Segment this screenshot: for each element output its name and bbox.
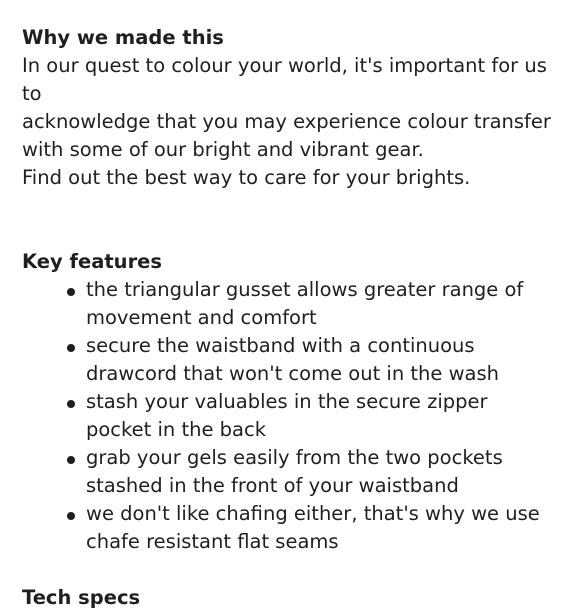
feature-text: the triangular gusset allows greater range of movement and comfort (86, 278, 524, 329)
why-line: acknowledge that you may experience colour transfer (22, 110, 551, 133)
tech-specs-section (22, 584, 558, 612)
key-features-heading: Key features (22, 250, 163, 273)
feature-item (86, 444, 558, 500)
feature-text: stash your valuables in the secure zipper pocket in the back (86, 390, 488, 441)
feature-text: grab your gels easily from the two pockets stashed in the front of your waistband (86, 446, 503, 497)
feature-item (86, 388, 558, 444)
care-brights-line: Find out the best way to care for your brights. (22, 166, 471, 189)
why-we-made-this-heading: Why we made this (22, 26, 224, 49)
why-line: In our quest to colour your world, it's important for us to (22, 54, 547, 105)
why-line: with some of our bright and vibrant gear. (22, 138, 424, 161)
why-we-made-this-section (22, 24, 558, 192)
feature-item (86, 332, 558, 388)
key-features-list (22, 276, 558, 556)
feature-item (86, 276, 558, 332)
bullet-icon (67, 512, 75, 520)
bullet-icon (67, 288, 75, 296)
bullet-icon (67, 344, 75, 352)
feature-text: we don't like chafing either, that's why we use chafe resistant flat seams (86, 502, 540, 553)
feature-item (86, 500, 558, 556)
bullet-icon (67, 456, 75, 464)
tech-specs-heading: Tech specs (22, 586, 141, 609)
feature-text: secure the waistband with a continuous drawcord that won't come out in the wash (86, 334, 500, 385)
key-features-section (22, 248, 558, 556)
bullet-icon (67, 400, 75, 408)
